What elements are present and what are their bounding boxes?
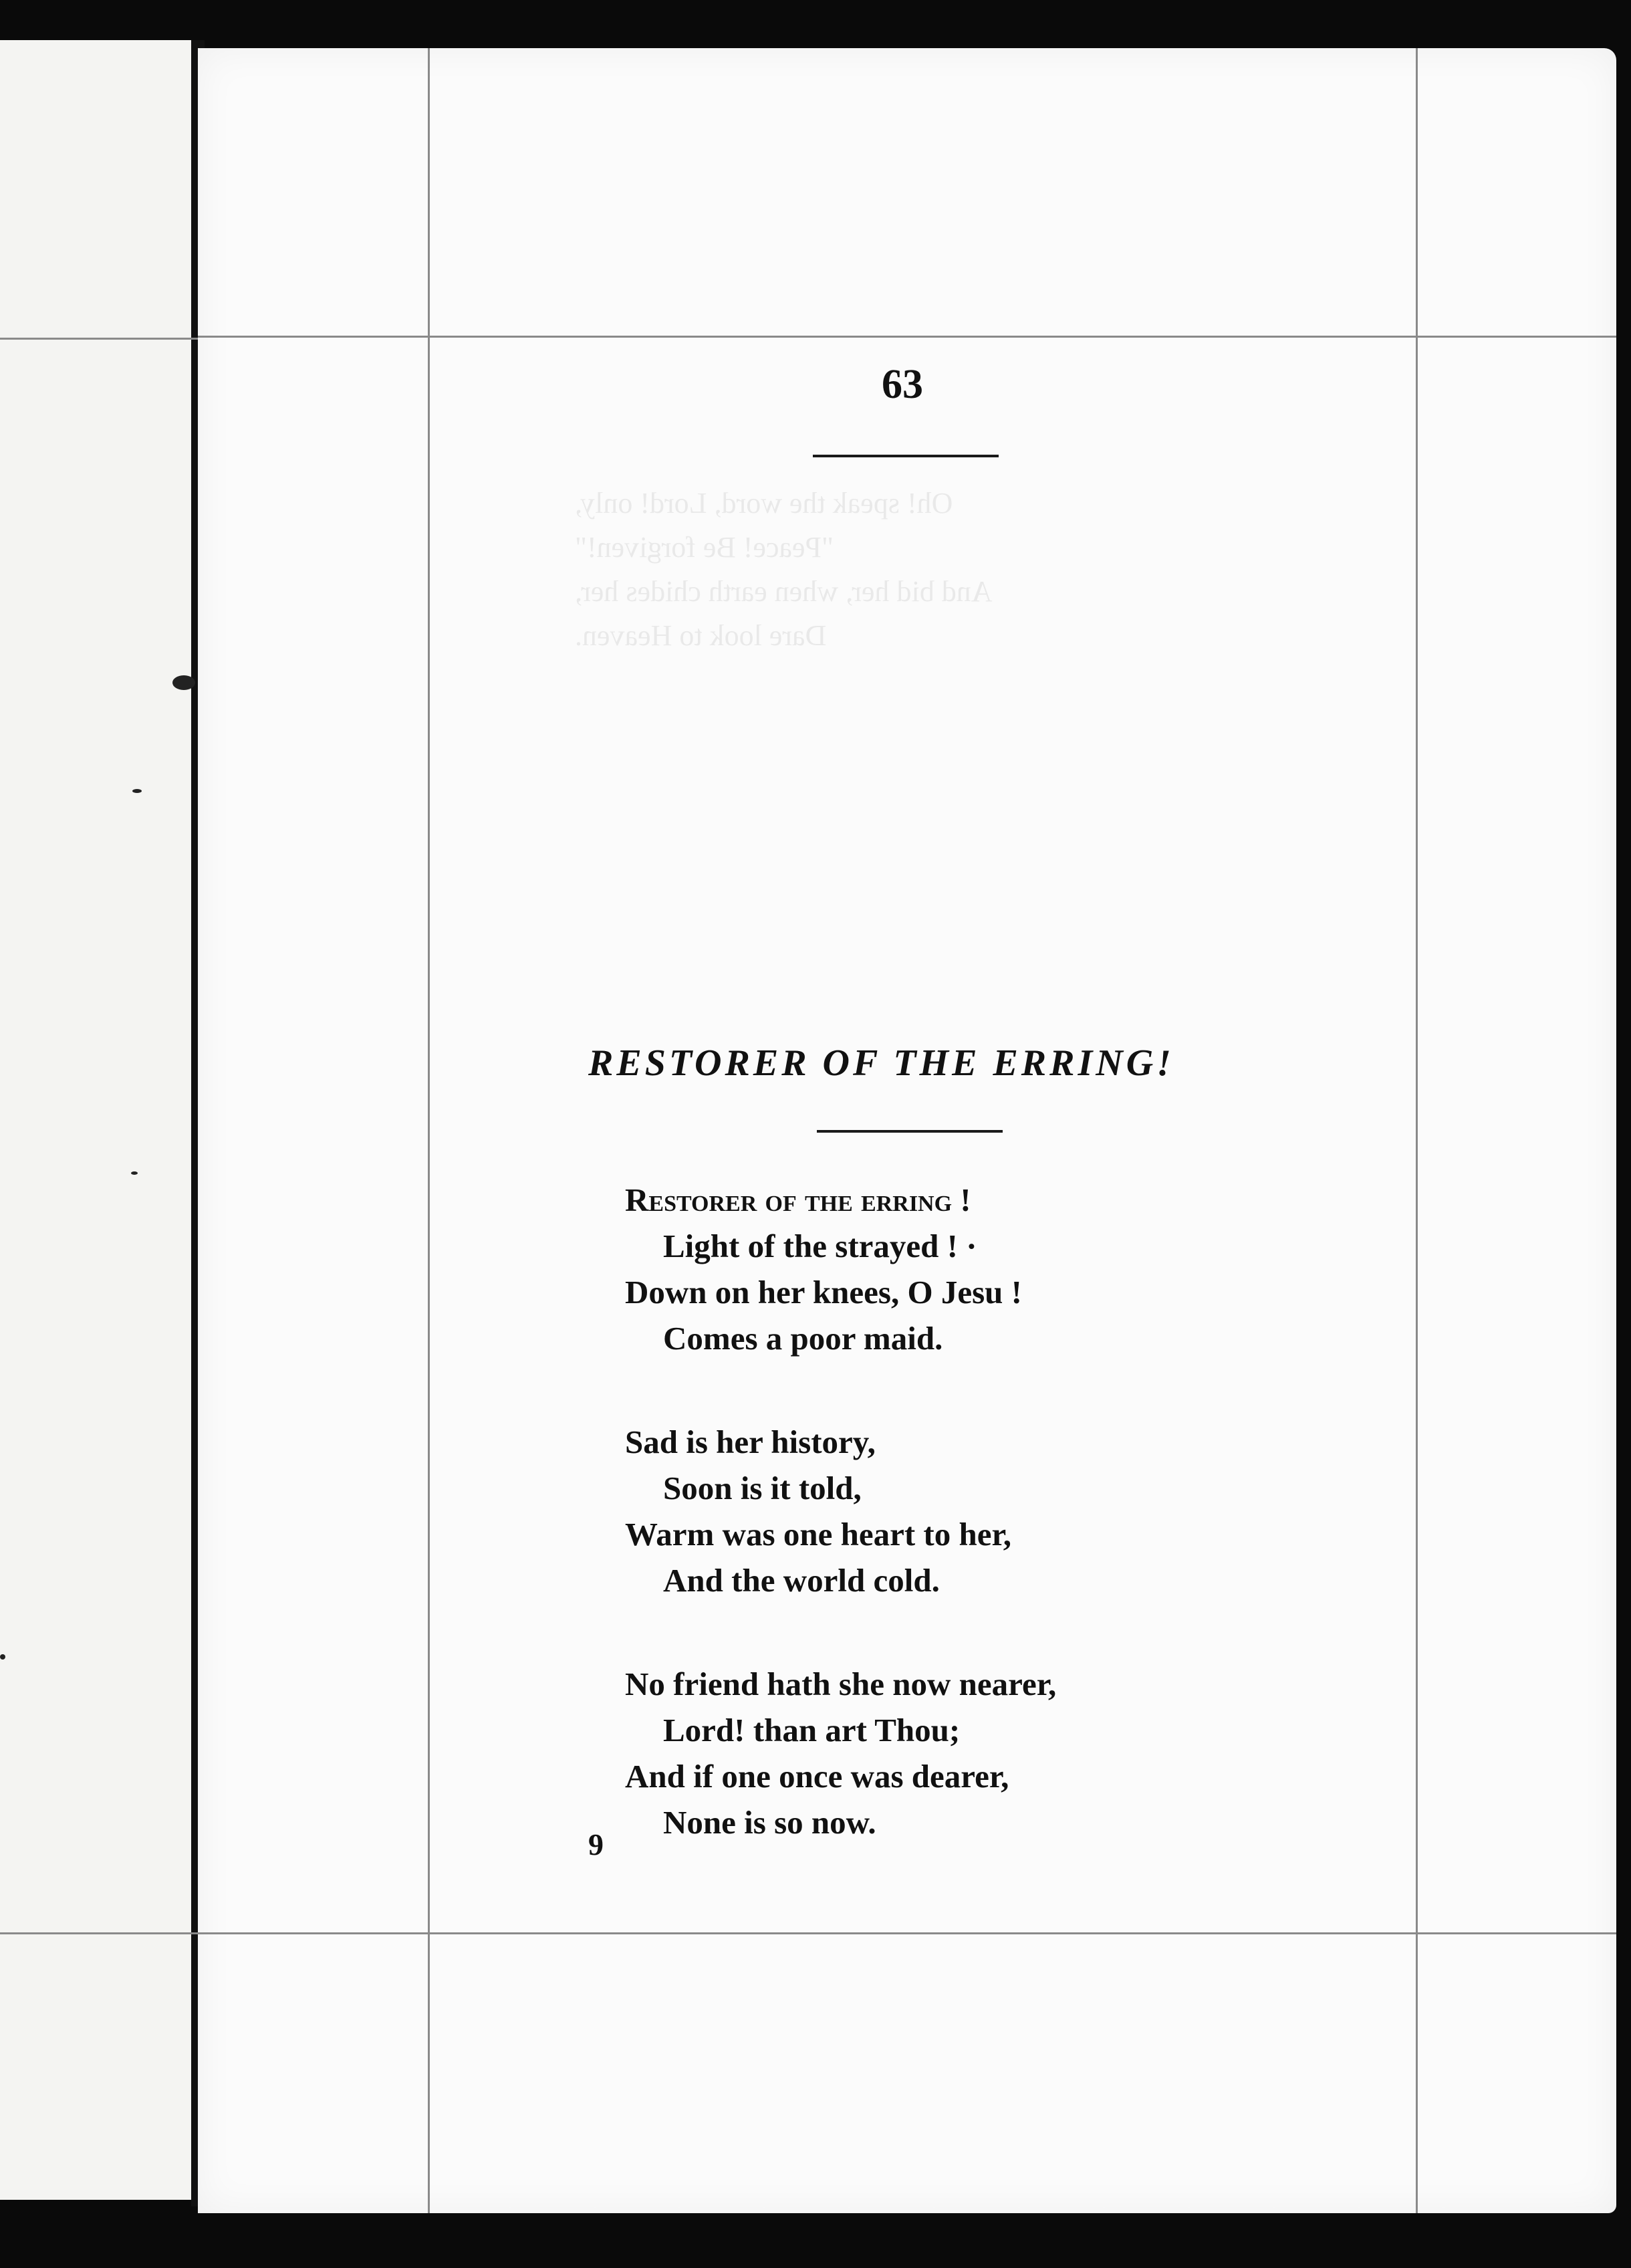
bleed-through-line: And bid her, when earth chides her,	[575, 575, 993, 608]
bleed-through-line: Oh! speak the word, Lord! only,	[575, 487, 953, 520]
signature-mark: 9	[588, 1827, 604, 1861]
poem-line: None is so now.	[663, 1804, 876, 1841]
ink-speck	[131, 1171, 138, 1175]
ink-blot	[172, 675, 195, 690]
horizontal-guide-top	[198, 336, 1616, 338]
left-page-guide-top	[0, 338, 198, 340]
stanza	[625, 1419, 1227, 1603]
poem-line: No friend hath she now nearer,	[625, 1666, 1057, 1702]
vertical-guide-left	[428, 48, 430, 2213]
stanza	[625, 1177, 1227, 1361]
poem-body	[625, 1177, 1227, 1903]
page-number: 63	[882, 362, 923, 407]
bleed-through-text	[575, 481, 1176, 658]
poem-line: Soon is it told,	[663, 1470, 862, 1506]
poem-line: Down on her knees, O Jesu !	[625, 1274, 1022, 1311]
poem-line: And the world cold.	[663, 1562, 940, 1599]
poem-line	[625, 1177, 1227, 1223]
poem-line: Light of the strayed ! ·	[663, 1228, 977, 1264]
ink-speck	[0, 1654, 5, 1660]
poem-line: Comes a poor maid.	[663, 1320, 943, 1357]
poem-line: Sad is her history,	[625, 1424, 876, 1460]
poem-title: RESTORER OF THE ERRING!	[588, 1042, 1174, 1084]
poem-line: Lord! than art Thou;	[663, 1712, 961, 1748]
left-facing-page	[0, 40, 194, 2200]
poem-line: Warm was one heart to her,	[625, 1516, 1011, 1553]
vertical-guide-right	[1416, 48, 1418, 2213]
stanza	[625, 1661, 1227, 1845]
poem-line: And if one once was dearer,	[625, 1758, 1009, 1795]
header-rule	[813, 455, 999, 457]
poem-line-text: Restorer of the erring !	[625, 1181, 971, 1218]
title-rule	[817, 1130, 1003, 1133]
horizontal-guide-bottom	[198, 1932, 1616, 1934]
bleed-through-line: Dare look to Heaven.	[575, 619, 827, 652]
bleed-through-line: "Peace! Be forgiven!"	[575, 531, 834, 564]
ink-speck	[132, 789, 142, 793]
left-page-guide-bottom	[0, 1932, 198, 1934]
